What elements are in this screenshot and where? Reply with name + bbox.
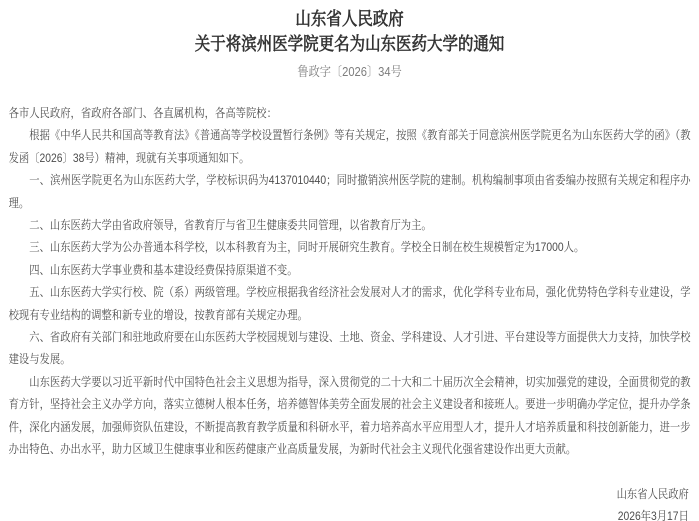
signature-org: 山东省人民政府 (616, 486, 689, 501)
document-body (9, 102, 691, 461)
body-paragraph-item1: 一、滨州医学院更名为山东医药大学，学校标识码为4137010440；同时撤销滨州医学院的建制。机构编制事项由省委编办按照有关规定和程序办理。 (8, 173, 691, 210)
doc-number: 鲁政字〔2026〕34号 (297, 64, 402, 79)
signature-block (9, 483, 691, 521)
body-paragraph-basis: 根据《中华人民共和国高等教育法》《普通高等学校设置暂行条例》等有关规定，按照《教育部关于同意滨州医学院更名为山东医药大学的函》（教发函〔2026〕38号）精神，现就有关事项通知如下。 (8, 128, 691, 165)
body-paragraph-item2: 二、山东医药大学由省政府领导，省教育厅与省卫生健康委共同管理，以省教育厅为主。 (29, 218, 432, 233)
page-title-line1: 山东省人民政府 (295, 9, 404, 29)
body-paragraph-item4: 四、山东医药大学事业费和基本建设经费保持原渠道不变。 (29, 262, 298, 277)
salutation-line: 各市人民政府，省政府各部门、各直属机构，各高等院校： (8, 106, 277, 120)
page-title-line2: 关于将滨州医学院更名为山东医药大学的通知 (194, 34, 505, 54)
signature-date: 2026年3月17日 (617, 508, 689, 521)
body-paragraph-item5: 五、山东医药大学实行校、院（系）两级管理。学校应根据我省经济社会发展对人才的需求，优化学科专业布局，强化优势特色学科专业建设，学校现有专业结构的调整和新专业的增设，按教育部有关规定办理。 (8, 285, 691, 322)
body-paragraph-item6: 六、省政府有关部门和驻地政府要在山东医药大学校园规划与建设、土地、资金、学科建设、人才引进、平台建设等方面提供大力支持，加快学校建设与发展。 (8, 330, 691, 367)
document-header (9, 7, 691, 57)
body-paragraph-closing: 山东医药大学要以习近平新时代中国特色社会主义思想为指导，深入贯彻党的二十大和二十届历次全会精神，切实加强党的建设，全面贯彻党的教育方针，坚持社会主义办学方向，落实立德树人根本任务，培养德智体美劳全面发展的社会主义建设者和接班人。要进一步明确办学定位，提升办学条件，深化内涵发展，加强师资队伍建设，不断提高教育教学质量和科研水平，着力培养高水平应用型人才，提升人才培养质量和科技创新能力，进一步办出特色、办出水平，助力区域卫生健康事业和医药健康产业高质量发展，为新时代社会主义现代化强省建设作出更大贡献。 (8, 374, 691, 457)
body-paragraph-item3: 三、山东医药大学为公办普通本科学校，以本科教育为主，同时开展研究生教育。学校全日制在校生规模暂定为17000人。 (29, 240, 585, 255)
notice-document (0, 7, 699, 521)
